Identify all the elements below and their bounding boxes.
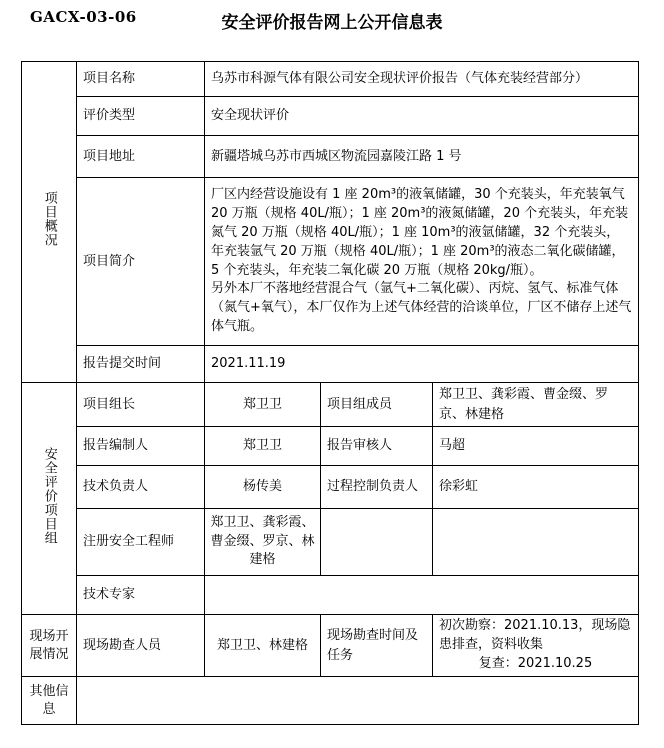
reviewer-value: 马超 bbox=[433, 427, 639, 466]
section-evaluation-team: 安全评价项目组 bbox=[22, 383, 77, 615]
surveyors-value: 郑卫卫、林建格 bbox=[205, 615, 321, 677]
eval-type-label: 评价类型 bbox=[77, 97, 205, 136]
section-site-work: 现场开展情况 bbox=[22, 615, 77, 677]
surveyors-label: 现场勘查人员 bbox=[77, 615, 205, 677]
submit-time-value: 2021.11.19 bbox=[205, 346, 639, 383]
leader-label: 项目组长 bbox=[77, 383, 205, 427]
address-value: 新疆塔城乌苏市西城区物流园嘉陵江路 1 号 bbox=[205, 136, 639, 178]
intro-label: 项目简介 bbox=[77, 178, 205, 346]
process-lead-value: 徐彩虹 bbox=[433, 466, 639, 509]
members-value: 郑卫卫、龚彩霞、曹金缀、罗京、林建格 bbox=[433, 383, 639, 427]
compiler-label: 报告编制人 bbox=[77, 427, 205, 466]
tech-lead-label: 技术负责人 bbox=[77, 466, 205, 509]
experts-value bbox=[205, 576, 639, 615]
compiler-value: 郑卫卫 bbox=[205, 427, 321, 466]
info-table bbox=[21, 61, 639, 725]
engineers-value: 郑卫卫、龚彩霞、曹金缀、罗京、林建格 bbox=[205, 509, 321, 576]
address-label: 项目地址 bbox=[77, 136, 205, 178]
time-task-label: 现场勘查时间及任务 bbox=[321, 615, 433, 677]
leader-value: 郑卫卫 bbox=[205, 383, 321, 427]
section-other-info: 其他信息 bbox=[22, 677, 77, 725]
eval-type-value: 安全现状评价 bbox=[205, 97, 639, 136]
process-lead-label: 过程控制负责人 bbox=[321, 466, 433, 509]
project-name-label: 项目名称 bbox=[77, 62, 205, 97]
reviewer-label: 报告审核人 bbox=[321, 427, 433, 466]
intro-paragraph-1: 厂区内经营设施设有 1 座 20m³的液氧储罐，30 个充装头，年充装氧气 20 万瓶（规格 40L/瓶）；1 座 20m³的液氮储罐，20 个充装头，年充装氮气 20 万瓶（规格 40L/瓶）；1 座 10m³的液氩储罐，32 个充装头，年充装氩气 20 万瓶（规格 40L/瓶）；1 座 20m³的液态二氧化碳储罐，5 个充装头，年充装二氧化碳 20 万瓶（规格 20kg/瓶）。 bbox=[211, 187, 629, 278]
time-task-value bbox=[433, 615, 639, 677]
intro-paragraph-2: 另外本厂不落地经营混合气（氩气+二氧化碳）、丙烷、氢气、标准气体（氮气+氧气），本厂仅作为上述气体经营的洽谈单位，厂区不储存上述气体气瓶。 bbox=[211, 281, 632, 335]
page-title: 安全评价报告网上公开信息表 bbox=[221, 13, 443, 33]
first-visit: 初次勘察：2021.10.13，现场隐患排查，资料收集 bbox=[439, 618, 631, 653]
document-code: GACX-03-06 bbox=[30, 8, 137, 26]
engineers-empty-cell-2 bbox=[433, 509, 639, 576]
experts-label: 技术专家 bbox=[77, 576, 205, 615]
re-visit: 复查：2021.10.25 bbox=[478, 655, 593, 671]
engineers-label: 注册安全工程师 bbox=[77, 509, 205, 576]
other-info-value bbox=[77, 677, 639, 725]
submit-time-label: 报告提交时间 bbox=[77, 346, 205, 383]
members-label: 项目组成员 bbox=[321, 383, 433, 427]
intro-value bbox=[205, 178, 639, 346]
tech-lead-value: 杨传美 bbox=[205, 466, 321, 509]
project-name-value: 乌苏市科源气体有限公司安全现状评价报告（气体充装经营部分） bbox=[205, 62, 639, 97]
engineers-empty-cell bbox=[321, 509, 433, 576]
section-project-overview: 项目概况 bbox=[22, 62, 77, 383]
